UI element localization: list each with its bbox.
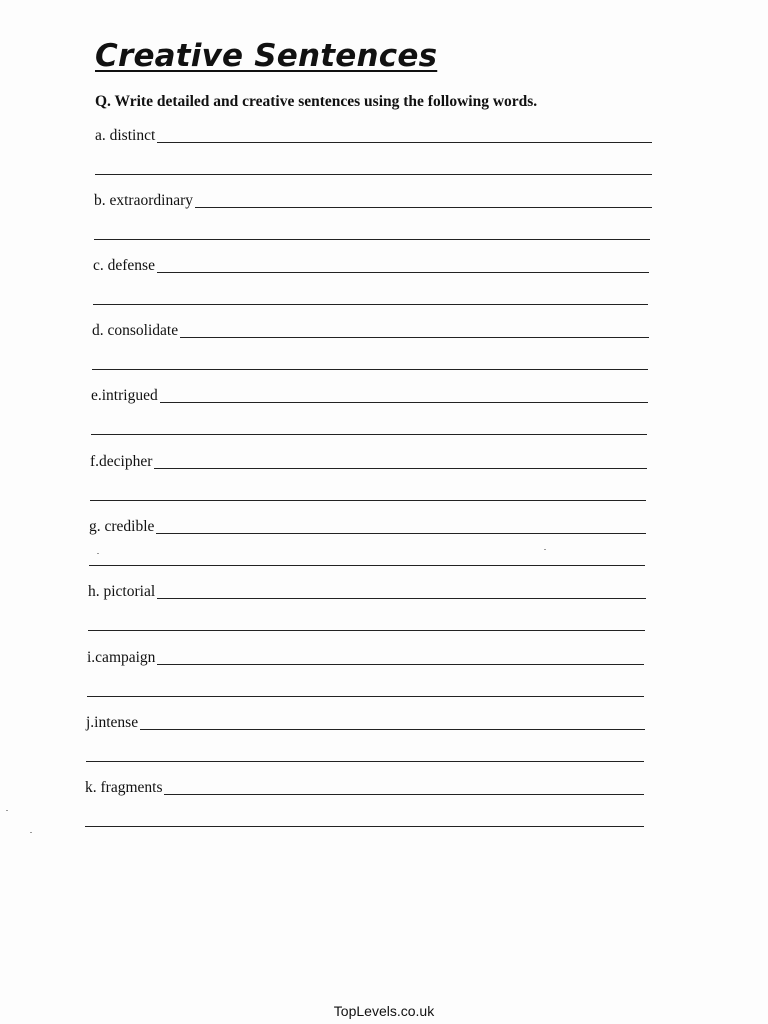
- sentence-item: [92, 320, 649, 380]
- answer-line[interactable]: [157, 142, 652, 143]
- answer-line[interactable]: [92, 369, 648, 370]
- word-label: c. defense: [93, 257, 155, 274]
- scan-speck: [544, 549, 546, 550]
- answer-line[interactable]: [164, 794, 644, 795]
- answer-line[interactable]: [195, 207, 652, 208]
- sentence-row: [90, 451, 647, 471]
- answer-line[interactable]: [88, 630, 645, 631]
- question-instruction: Q. Write detailed and creative sentences using the following words.: [95, 93, 538, 110]
- sentence-item: [88, 581, 646, 641]
- word-label: k. fragments: [85, 779, 163, 796]
- sentence-item: [86, 712, 645, 772]
- answer-line[interactable]: [86, 761, 644, 762]
- word-label: d. consolidate: [92, 322, 179, 339]
- sentence-row: [88, 581, 646, 601]
- answer-line[interactable]: [156, 533, 646, 534]
- word-label: j.intense: [86, 714, 139, 731]
- word-label: e.intrigued: [91, 387, 158, 404]
- sentence-row: [95, 125, 652, 145]
- sentence-item: [89, 516, 646, 576]
- answer-line[interactable]: [157, 664, 644, 665]
- answer-line[interactable]: [160, 402, 648, 403]
- answer-line[interactable]: [94, 239, 650, 240]
- answer-line[interactable]: [140, 729, 645, 730]
- sentence-row: [86, 712, 645, 732]
- sentence-item: [90, 451, 647, 511]
- sentence-row: [94, 190, 652, 210]
- word-label: g. credible: [89, 518, 155, 535]
- answer-line[interactable]: [157, 598, 646, 599]
- word-label: f.decipher: [90, 453, 153, 470]
- answer-line[interactable]: [91, 434, 647, 435]
- answer-line[interactable]: [87, 696, 644, 697]
- sentence-item: [94, 190, 652, 250]
- answer-line[interactable]: [180, 337, 649, 338]
- sentence-item: [95, 125, 652, 185]
- scan-speck: [30, 832, 32, 833]
- answer-line[interactable]: [157, 272, 649, 273]
- word-label: b. extraordinary: [94, 192, 193, 209]
- sentence-item: [91, 385, 648, 445]
- worksheet-title: Creative Sentences: [95, 38, 438, 74]
- answer-line[interactable]: [89, 565, 645, 566]
- scan-speck: [97, 553, 99, 554]
- word-label: a. distinct: [95, 127, 156, 144]
- sentence-item: [93, 255, 649, 315]
- answer-line[interactable]: [93, 304, 648, 305]
- sentence-row: [91, 385, 648, 405]
- answer-line[interactable]: [154, 468, 647, 469]
- word-label: h. pictorial: [88, 583, 156, 600]
- sentence-row: [85, 777, 644, 797]
- footer-source: TopLevels.co.uk: [333, 1003, 435, 1019]
- word-label: i.campaign: [87, 649, 156, 666]
- answer-line[interactable]: [95, 174, 652, 175]
- answer-line[interactable]: [90, 500, 646, 501]
- answer-line[interactable]: [85, 826, 644, 827]
- sentence-row: [92, 320, 649, 340]
- sentence-item: [87, 647, 644, 707]
- sentence-row: [93, 255, 649, 275]
- sentence-item: [85, 777, 644, 837]
- scan-speck: [6, 810, 8, 811]
- sentence-row: [87, 647, 644, 667]
- sentence-row: [89, 516, 646, 536]
